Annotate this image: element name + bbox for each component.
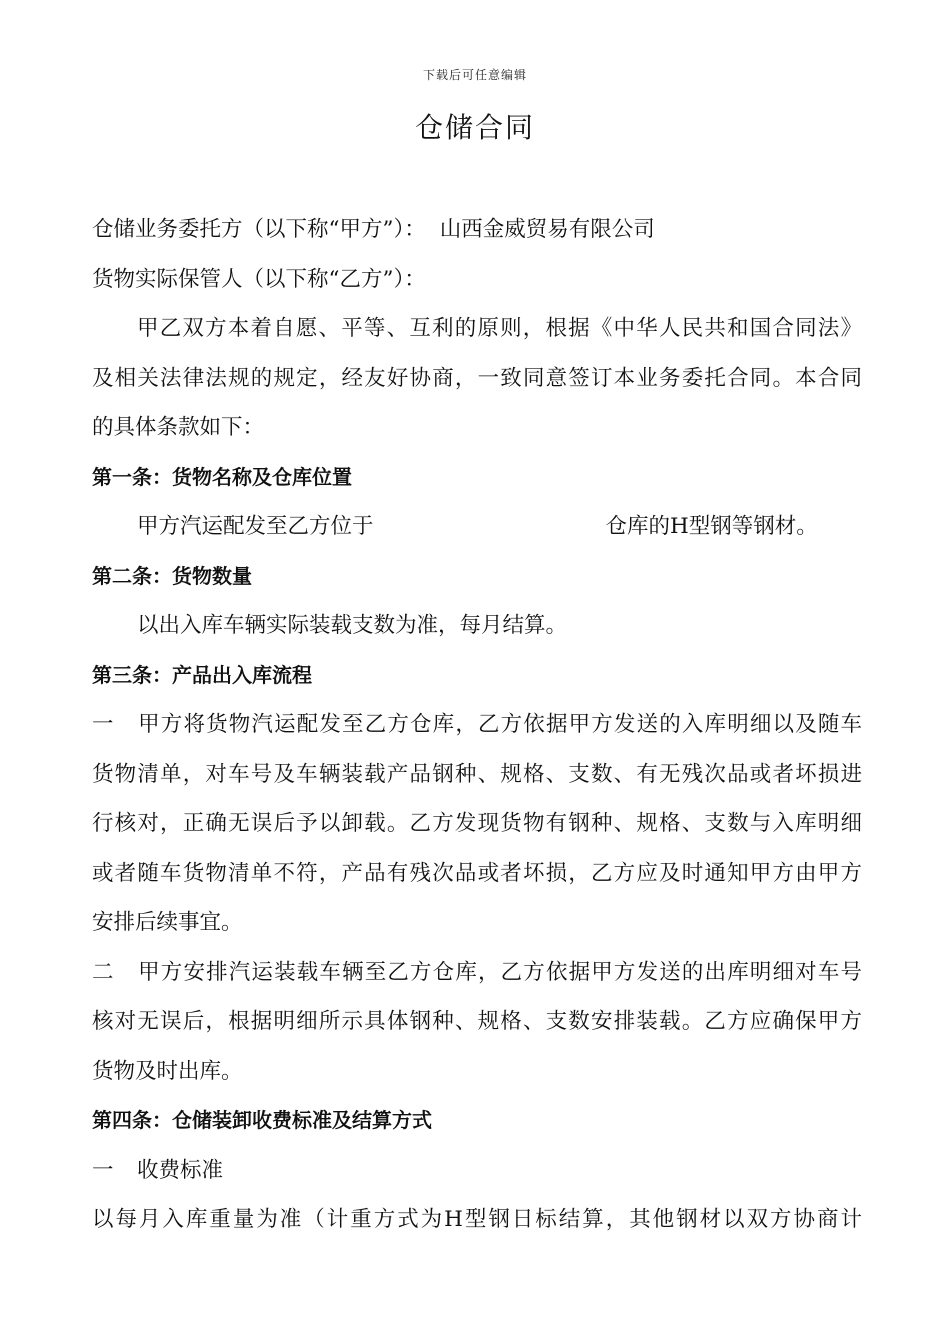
article-4-item-1-title: 收费标准 [137,1157,224,1183]
article-4-heading: 第四条：仓储装卸收费标准及结算方式 [92,1108,432,1132]
article-3-item-2-line-1 [92,948,862,998]
document-body [92,205,862,1245]
article-3-item-1-line-4: 或者随车货物清单不符，产品有残次品或者坏损，乙方应及时通知甲方由甲方 [92,860,862,886]
party-a-line [92,205,862,255]
party-a-label: 仓储业务委托方（以下称“甲方”）： [92,217,426,242]
article-3-item-1-line-2: 货物清单，对车号及车辆装载产品钢种、规格、支数、有无残次品或者坏损进 [92,761,862,787]
article-3-heading: 第三条：产品出入库流程 [92,662,312,687]
preamble-line-1: 甲乙双方本着自愿、平等、互利的原则，根据《中华人民共和国合同法》 [137,316,862,341]
article-3-item-1-line-3: 行核对，正确无误后予以卸载。乙方发现货物有钢种、规格、支数与入库明细 [92,811,862,836]
article-3-item-2-line-3: 货物及时出库。 [92,1058,243,1084]
article-1-text [92,502,862,552]
article-4-item-1 [92,1146,862,1196]
preamble-line-3: 的具体条款如下： [92,415,265,440]
preamble-line-2: 及相关法律法规的规定，经友好协商，一致同意签订本业务委托合同。本合同 [92,365,862,391]
article-3-item-1-line-1-text: 甲方将货物汽运配发至乙方仓库，乙方依据甲方发送的入库明细以及随车 [137,712,862,737]
article-3-item-1-num: 一 [92,712,114,737]
article-1-text-after: 仓库的H型钢等钢材。 [605,514,818,539]
article-1-heading: 第一条：货物名称及仓库位置 [92,464,352,489]
article-4-item-1-line-1: 以每月入库重量为准（计重方式为H型钢日标结算，其他钢材以双方协商计 [92,1207,862,1232]
header-note: 下载后可任意编辑 [422,68,527,82]
article-3-item-1-line-1 [92,700,862,750]
article-4-item-1-num: 一 [92,1157,114,1183]
party-b-label: 货物实际保管人（以下称“乙方”）： [92,266,426,292]
document-title: 仓储合同 [414,111,535,144]
article-1-text-before: 甲方汽运配发至乙方位于 [137,514,374,539]
article-2-heading: 第二条：货物数量 [92,563,252,588]
article-3-item-2-num: 二 [92,959,114,985]
article-2-text: 以出入库车辆实际装载支数为准，每月结算。 [137,613,568,638]
article-3-item-2-line-2: 核对无误后，根据明细所示具体钢种、规格、支数安排装载。乙方应确保甲方 [92,1009,862,1034]
article-3-item-2-line-1-text: 甲方安排汽运装载车辆至乙方仓库，乙方依据甲方发送的出库明细对车号 [137,959,862,985]
party-b-line [92,255,862,305]
article-3-item-1-line-5: 安排后续事宜。 [92,910,243,935]
party-a-name: 山西金威贸易有限公司 [439,217,655,242]
